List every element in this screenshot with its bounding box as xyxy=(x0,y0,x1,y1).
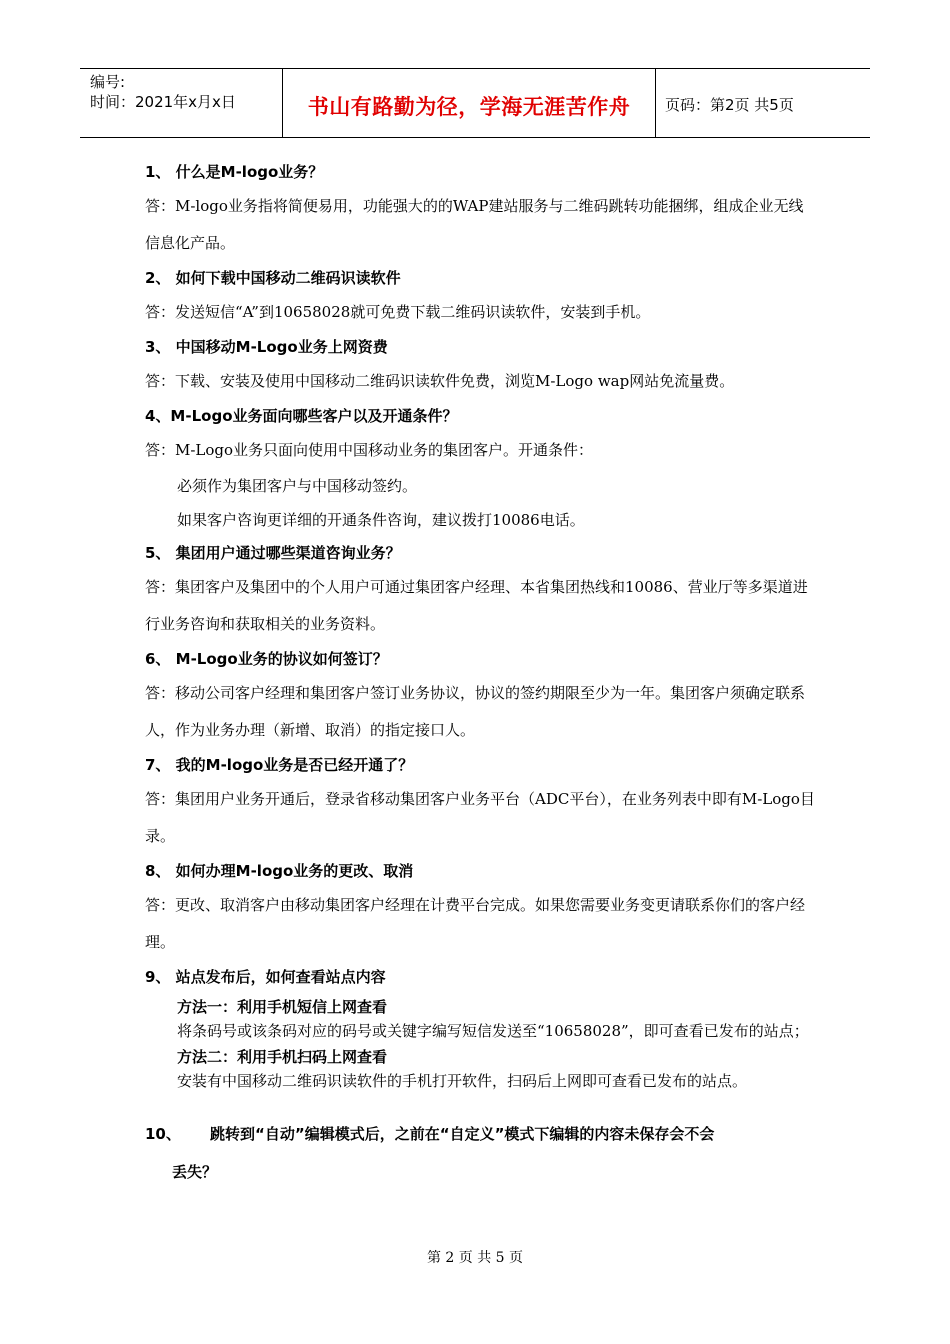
question: 4、M-Logo业务面向哪些客户以及开通条件？ xyxy=(145,407,458,425)
date-label: 时间：2021年x月x日 xyxy=(90,93,236,111)
header-motto-cell xyxy=(282,69,656,137)
answer-item: 必须作为集团客户与中国移动签约。 xyxy=(177,477,418,495)
question: 9、 站点发布后，如何查看站点内容 xyxy=(145,968,386,986)
question: 2、 如何下载中国移动二维码识读软件 xyxy=(145,269,401,287)
header-meta xyxy=(80,69,282,137)
answer-item: 如果客户咨询更详细的开通条件咨询，建议拨打10086电话。 xyxy=(177,511,585,529)
answer: 答：集团用户业务开通后，登录省移动集团客户业务平台（ADC平台），在业务列表中即有M-Logo目录。 xyxy=(145,790,815,845)
method-text: 将条码号或该条码对应的码号或关键字编写短信发送至“10658028”，即可查看已发布的站点； xyxy=(177,1022,809,1040)
faq-content xyxy=(145,156,815,1191)
method-title: 方法一：利用手机短信上网查看 xyxy=(177,998,388,1016)
question-10 xyxy=(145,1115,815,1191)
method-text: 安装有中国移动二维码识读软件的手机打开软件，扫码后上网即可查看已发布的站点。 xyxy=(177,1072,748,1090)
answer: 答：下载、安装及使用中国移动二维码识读软件免费，浏览M-Logo wap网站免流量费。 xyxy=(145,372,735,390)
question: 5、 集团用户通过哪些渠道咨询业务？ xyxy=(145,544,401,562)
question: 3、 中国移动M-Logo业务上网资费 xyxy=(145,338,388,356)
answer: 答：移动公司客户经理和集团客户签订业务协议，协议的签约期限至少为一年。集团客户须确定联系人，作为业务办理（新增、取消）的指定接口人。 xyxy=(145,684,806,739)
answer: 答：M-Logo业务只面向使用中国移动业务的集团客户。开通条件： xyxy=(145,441,594,459)
method-title: 方法二：利用手机扫码上网查看 xyxy=(177,1048,388,1066)
serial-label: 编号: xyxy=(90,73,126,91)
answer: 答：集团客户及集团中的个人用户可通过集团客户经理、本省集团热线和10086、营业厅等多渠道进行业务咨询和获取相关的业务资料。 xyxy=(145,578,808,633)
page-footer: 第 2 页 共 5 页 xyxy=(426,1250,524,1266)
question: 7、 我的M-logo业务是否已经开通了？ xyxy=(145,756,414,774)
question-text-cont: 丢失？ xyxy=(172,1163,218,1181)
question: 6、 M-Logo业务的协议如何签订？ xyxy=(145,650,388,668)
motto: 书山有路勤为径，学海无涯苦作舟 xyxy=(307,95,631,119)
page-label: 页码：第2页 共5页 xyxy=(665,96,794,114)
question-text: 跳转到“自动”编辑模式后，之前在“自定义”模式下编辑的内容未保存会不会 xyxy=(210,1125,715,1143)
answer: 答：发送短信“A”到10658028就可免费下载二维码识读软件，安装到手机。 xyxy=(145,303,651,321)
answer: 答：更改、取消客户由移动集团客户经理在计费平台完成。如果您需要业务变更请联系你们的客户经理。 xyxy=(145,896,806,951)
question-number: 10、 xyxy=(145,1125,181,1143)
question: 8、 如何办理M-logo业务的更改、取消 xyxy=(145,862,414,880)
page-header xyxy=(80,68,870,138)
answer: 答：M-logo业务指将简便易用，功能强大的的WAP建站服务与二维码跳转功能捆绑，组成企业无线信息化产品。 xyxy=(145,197,804,252)
question: 1、 什么是M-logo业务？ xyxy=(145,163,324,181)
page-number-cell xyxy=(656,69,870,137)
